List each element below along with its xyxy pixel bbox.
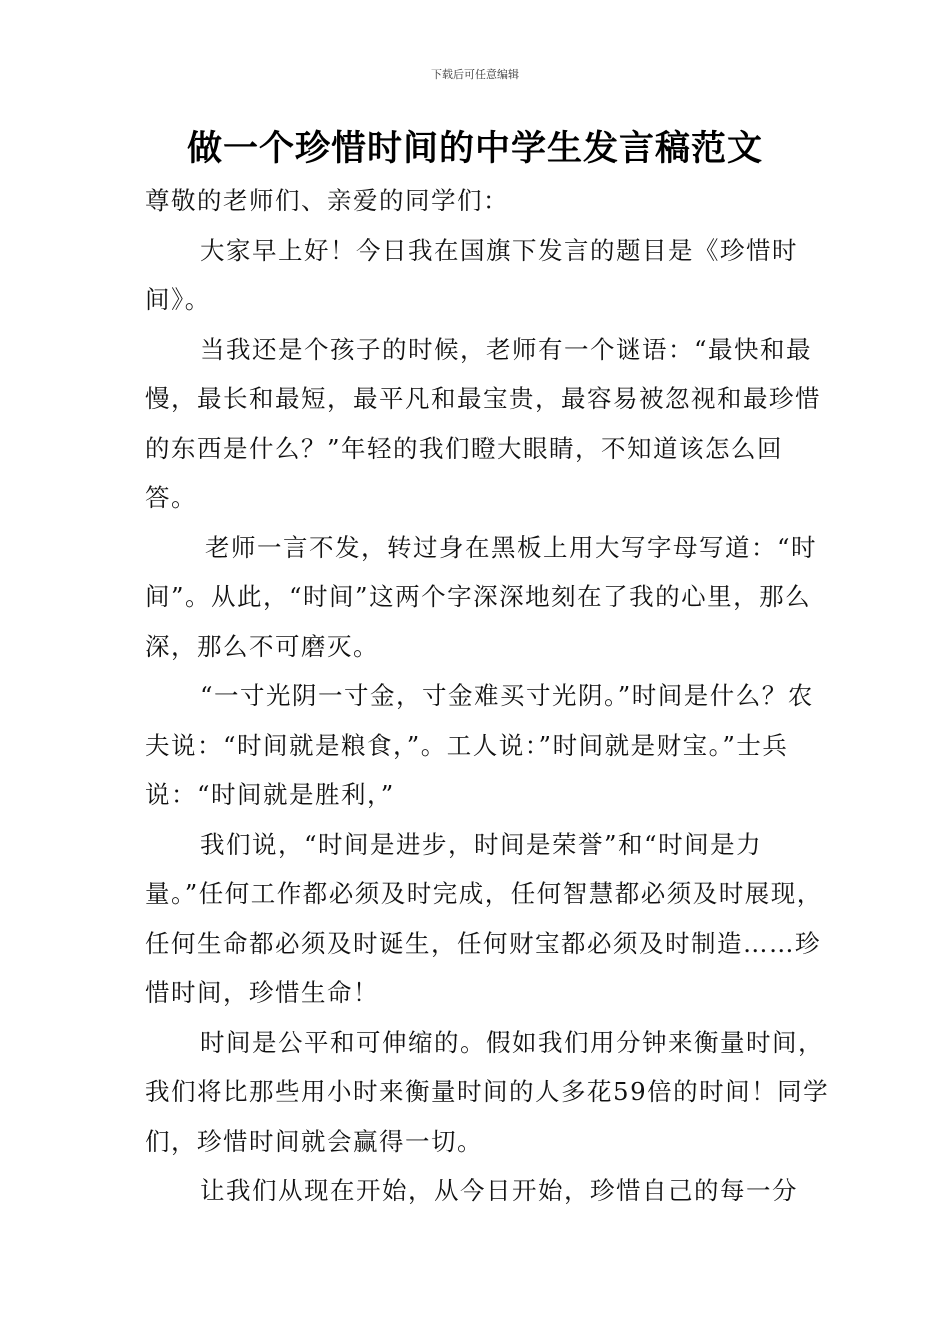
paragraph-1: 大家早上好！今日我在国旗下发言的题目是《珍惜时间》。 xyxy=(145,235,798,314)
paragraph-4: “一寸光阴一寸金，寸金难买寸光阴。”时间是什么？农夫说：“时间就是粮食，”。工人说：”时间就是财宝。”士兵说：“时间就是胜利，” xyxy=(145,681,814,809)
salutation: 尊敬的老师们、亲爱的同学们： xyxy=(145,186,509,215)
document-title: 做一个珍惜时间的中学生发言稿范文 xyxy=(186,129,763,169)
paragraph-7: 让我们从现在开始，从今日开始，珍惜自己的每一分 xyxy=(200,1176,798,1205)
paragraph-6: 时间是公平和可伸缩的。假如我们用分钟来衡量时间，我们将比那些用小时来衡量时间的人多花59倍的时间！同学们，珍惜时间就会赢得一切。 xyxy=(145,1027,830,1156)
paragraph-5: 我们说，“时间是进步，时间是荣誉”和“时间是力量。”任何工作都必须及时完成，任何智慧都必须及时展现，任何生命都必须及时诞生，任何财宝都必须及时制造……珍惜时间，珍惜生命！ xyxy=(145,829,823,1007)
document-body xyxy=(145,176,835,1216)
paragraph-3: 老师一言不发，转过身在黑板上用大写字母写道：“时间”。从此，“时间”这两个字深深地刻在了我的心里，那么深，那么不可磨灭。 xyxy=(145,532,818,661)
header-note: 下载后可任意编辑 xyxy=(431,68,519,81)
paragraph-2: 当我还是个孩子的时候，老师有一个谜语：“最快和最慢，最长和最短，最平凡和最宝贵，最容易被忽视和最珍惜的东西是什么？”年轻的我们瞪大眼睛，不知道该怎么回答。 xyxy=(145,334,821,512)
